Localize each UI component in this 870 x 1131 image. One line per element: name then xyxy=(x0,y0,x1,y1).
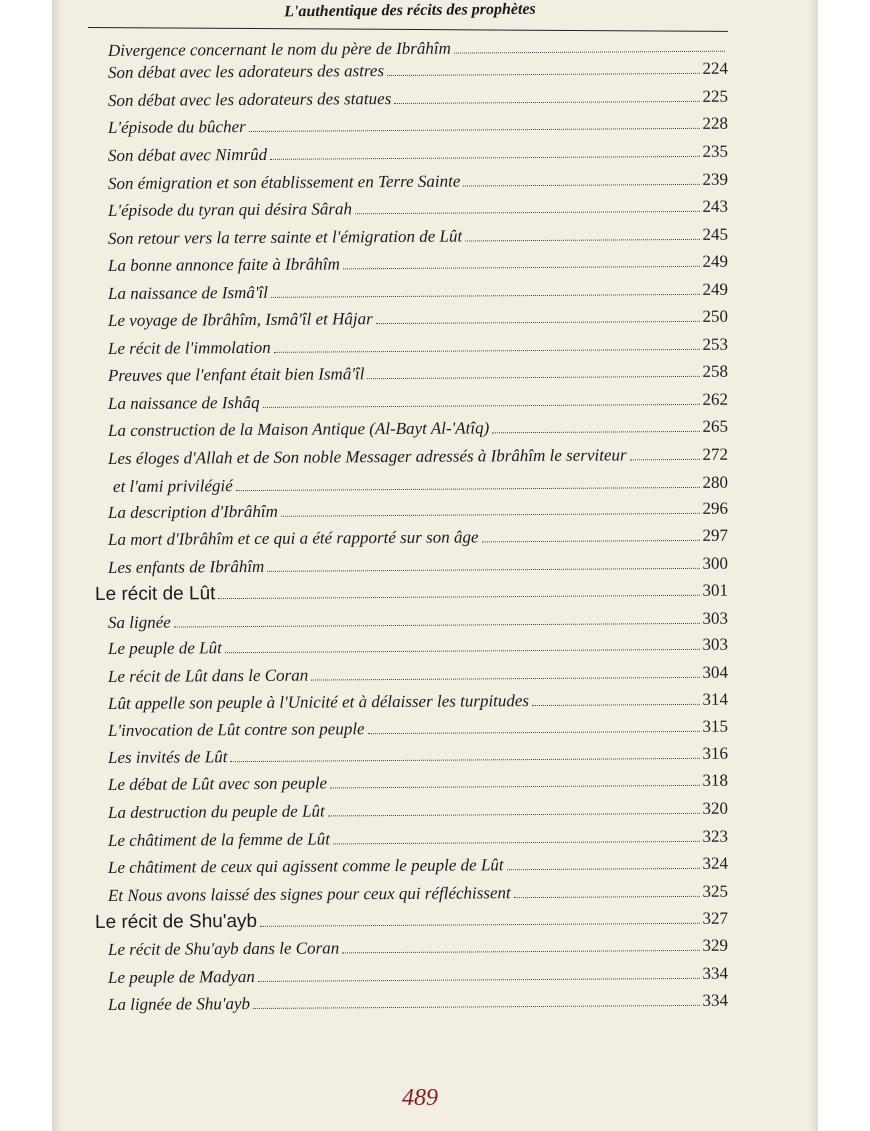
toc-entry-row xyxy=(108,56,728,86)
toc-entry-title: Son retour vers la terre sainte et l'émigration de Lût xyxy=(107,226,463,248)
dot-leader xyxy=(355,211,699,214)
toc-entry-row xyxy=(108,879,728,909)
toc-entry-row xyxy=(108,277,728,307)
toc-entry-row xyxy=(108,551,728,581)
dot-leader xyxy=(263,404,700,408)
toc-page-number: 324 xyxy=(702,853,729,873)
toc-page-number: 250 xyxy=(702,306,729,326)
toc-page-number: 235 xyxy=(702,141,729,161)
toc-entry-row xyxy=(108,359,728,389)
toc-entry-title: Lût appelle son peuple à l'Unicité et à délaisser les turpitudes xyxy=(107,691,530,713)
dot-leader xyxy=(368,731,700,734)
page-number: 489 xyxy=(402,1085,438,1111)
dot-leader xyxy=(174,623,700,628)
dot-leader xyxy=(507,868,700,870)
toc-entry-row xyxy=(108,332,728,362)
dot-leader xyxy=(465,239,699,242)
dot-leader xyxy=(330,785,699,789)
toc-entry-row xyxy=(108,687,728,717)
dot-leader xyxy=(274,349,700,353)
toc-page-number: 316 xyxy=(702,743,729,763)
toc-entry-row xyxy=(108,222,728,252)
toc-page-number: 303 xyxy=(702,634,729,654)
toc-entry-title: La construction de la Maison Antique (Al-Bayt Al-'Atîq) xyxy=(107,418,490,440)
toc-page-number: 315 xyxy=(702,716,729,736)
toc-page-number: 325 xyxy=(702,881,729,901)
toc-page-number: 245 xyxy=(702,224,729,244)
dot-leader xyxy=(218,595,699,599)
toc-page-number: 249 xyxy=(702,279,729,299)
toc-page-number: 329 xyxy=(702,935,729,955)
toc-entry-title: Le voyage de Ibrâhîm, Ismâ'îl et Hâjar xyxy=(107,309,373,330)
toc-entry-row xyxy=(108,139,728,169)
toc-chapter-row xyxy=(95,578,728,608)
toc-entry-row xyxy=(108,84,728,114)
toc-entry-row xyxy=(108,933,728,963)
toc-entry-row xyxy=(108,304,728,334)
toc-entry-row xyxy=(108,523,728,553)
dot-leader xyxy=(463,184,699,187)
toc-entry-title: Le récit de Lût dans le Coran xyxy=(107,665,309,686)
dot-leader xyxy=(249,128,700,132)
toc-entry-title: L'invocation de Lût contre son peuple xyxy=(107,719,365,740)
toc-page-number: 300 xyxy=(702,553,729,573)
toc-entry-title: Son débat avec Nimrûd xyxy=(107,144,268,165)
toc-entry-row xyxy=(108,988,728,1018)
toc-entry-title: Le châtiment de la femme de Lût xyxy=(107,829,330,850)
toc-entry-title: La lignée de Shu'ayb xyxy=(107,994,251,1014)
toc-entry-title: Le peuple de Lût xyxy=(107,638,222,658)
toc-page-number: 296 xyxy=(702,498,729,518)
dot-leader xyxy=(394,101,699,104)
toc-entry-row xyxy=(108,194,728,224)
toc-entry-title: Le récit de Shu'ayb xyxy=(94,910,258,933)
toc-entry-row xyxy=(108,414,728,444)
toc-entry-row xyxy=(108,768,728,798)
toc-page-number: 262 xyxy=(702,389,729,409)
toc-entry-row xyxy=(108,961,728,991)
toc-entry-title: La naissance de Ismâ'îl xyxy=(107,282,268,303)
toc-entry-title: La bonne annonce faite à Ibrâhîm xyxy=(107,254,340,275)
dot-leader xyxy=(532,704,699,706)
toc-entry-row xyxy=(108,496,728,526)
dot-leader xyxy=(328,813,700,817)
toc-entry-title: La destruction du peuple de Lût xyxy=(107,801,325,822)
toc-entry-row xyxy=(108,851,728,881)
toc-entry-row xyxy=(108,249,728,279)
toc-page-number: 318 xyxy=(702,770,729,790)
toc-entry-row xyxy=(108,442,728,472)
toc-entry-row xyxy=(108,796,728,826)
toc-entry-row xyxy=(108,660,728,690)
dot-leader xyxy=(225,649,700,653)
toc-entry-title: Le récit de l'immolation xyxy=(107,337,271,358)
toc-entry-title: L'épisode du tyran qui désira Sârah xyxy=(107,199,353,220)
dot-leader xyxy=(376,321,700,324)
dot-leader xyxy=(260,923,699,927)
toc-page-number: 224 xyxy=(702,58,729,78)
toc-page-number: 243 xyxy=(702,196,729,216)
dot-leader xyxy=(367,376,699,379)
toc-page-number: 265 xyxy=(702,416,729,436)
dot-leader xyxy=(270,156,699,160)
toc-entry-row xyxy=(108,714,728,744)
running-head: L'authentique des récits des prophètes xyxy=(284,0,536,21)
dot-leader xyxy=(236,487,700,491)
toc-entry-title: Le châtiment de ceux qui agissent comme le peuple de Lût xyxy=(107,855,504,877)
toc-page-number: 334 xyxy=(702,963,729,983)
dot-leader xyxy=(482,540,700,543)
dot-leader xyxy=(454,51,725,54)
dot-leader xyxy=(267,568,699,572)
dot-leader xyxy=(258,978,700,982)
toc-entry-title: Le récit de Shu'ayb dans le Coran xyxy=(107,938,340,959)
toc-entry-title: Les invités de Lût xyxy=(107,747,228,767)
toc-page-number: 239 xyxy=(702,169,729,189)
toc-page-number: 323 xyxy=(702,826,729,846)
dot-leader xyxy=(230,758,699,762)
toc-page-number: 225 xyxy=(702,86,729,106)
toc-entry-title: Le peuple de Madyan xyxy=(107,966,255,987)
toc-page-number: 253 xyxy=(702,334,729,354)
toc-entry-title: La mort d'Ibrâhîm et ce qui a été rapporté sur son âge xyxy=(107,527,479,549)
toc-page-number: 320 xyxy=(702,798,729,818)
dot-leader xyxy=(342,950,699,953)
toc-entry-title: Son débat avec les adorateurs des statues xyxy=(107,89,392,110)
toc-entry-title: Le débat de Lût avec son peuple xyxy=(107,773,328,794)
toc-entry-row xyxy=(108,387,728,417)
toc-entry-title: Les éloges d'Allah et de Son noble Messager adressés à Ibrâhîm le serviteur xyxy=(107,445,627,468)
dot-leader xyxy=(333,841,700,845)
toc-entry-title: La description d'Ibrâhîm xyxy=(107,501,278,522)
toc-entry-row xyxy=(108,824,728,854)
toc-page-number: 249 xyxy=(702,251,729,271)
toc-entry-title: Preuves que l'enfant était bien Ismâ'îl xyxy=(107,364,365,385)
dot-leader xyxy=(281,513,700,517)
toc-page-number: 228 xyxy=(702,113,729,133)
toc-page-number: 304 xyxy=(702,662,729,682)
toc-entry-title: L'épisode du bûcher xyxy=(107,117,246,137)
toc-entry-title: La naissance de Ishâq xyxy=(107,392,260,413)
dot-leader xyxy=(253,1005,700,1009)
toc-entry-row xyxy=(108,632,728,662)
toc-entry-title: Son débat avec les adorateurs des astres xyxy=(107,61,385,82)
toc-entry-title: Le récit de Lût xyxy=(94,583,216,605)
toc-entry-row xyxy=(108,167,728,197)
toc-entry-row xyxy=(108,111,728,141)
toc-entry-title: et l'ami privilégié xyxy=(112,476,233,496)
toc-page-number: 334 xyxy=(702,990,729,1010)
toc-entry-title: Et Nous avons laissé des signes pour ceux qui réfléchissent xyxy=(107,883,511,905)
toc-page-number: 327 xyxy=(702,908,729,928)
dot-leader xyxy=(492,431,699,433)
toc-chapter-row xyxy=(95,906,728,936)
toc-page-number: 314 xyxy=(702,689,729,709)
dot-leader xyxy=(271,294,700,298)
dot-leader xyxy=(514,896,700,898)
toc-entry-title: Divergence concernant le nom du père de Ibrâhîm xyxy=(107,38,451,60)
toc-page-number: 258 xyxy=(702,361,729,381)
toc-page-number: 297 xyxy=(702,525,729,545)
toc-entry-title: Les enfants de Ibrâhîm xyxy=(107,556,265,577)
toc-entry-row xyxy=(108,741,728,771)
dot-leader xyxy=(630,459,700,460)
toc-page-number: 280 xyxy=(702,472,729,492)
dot-leader xyxy=(343,266,700,269)
toc-entry-title: Sa lignée xyxy=(107,612,171,632)
toc-page-number: 272 xyxy=(702,444,729,464)
dot-leader xyxy=(387,73,699,76)
toc-entry-title: Son émigration et son établissement en Terre Sainte xyxy=(107,171,461,193)
dot-leader xyxy=(311,677,699,681)
toc-page-number: 301 xyxy=(702,580,729,600)
toc-page-number: 303 xyxy=(702,608,729,628)
